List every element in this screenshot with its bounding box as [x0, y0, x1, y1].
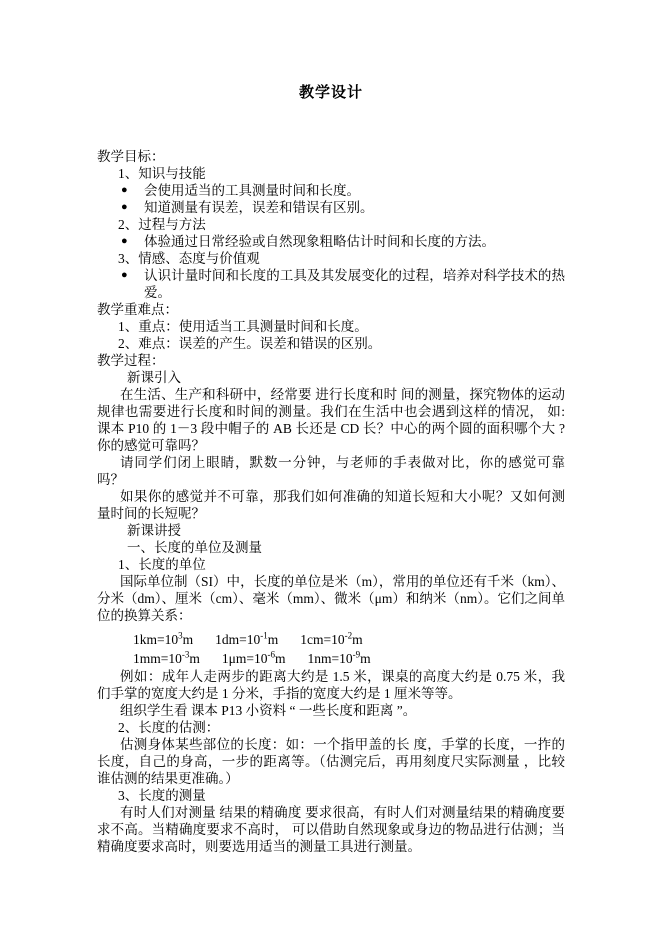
- section-heading: 教学过程：: [97, 353, 165, 368]
- paragraph: 一、长度的单位及测量: [127, 540, 262, 555]
- paragraph: 估测身体某些部位的长度：如：一个指甲盖的长 度，手掌的长度，一拃的长度，自己的身高，一步的距离等。（估测完后，再用刻度尺实际测量 ，比较谁估测的结果更准确。）: [97, 737, 565, 786]
- paragraph: 2、过程与方法: [118, 217, 206, 232]
- paragraph: 例如：成年人走两步的距离大约是 1.5 米，课桌的高度大约是 0.75 米，我们手掌的宽度大约是 1 分米，手指的宽度大约是 1 厘米等等。: [97, 669, 565, 701]
- bullet-icon: ●: [121, 184, 128, 196]
- unit-conversion-formula: $1km=10^3m$: [133, 630, 194, 647]
- paragraph: 请同学们闭上眼睛，默数一分钟，与老师的手表做对比，你的感觉可靠吗？: [97, 455, 565, 487]
- bullet-item: [97, 199, 565, 216]
- paragraph: 有时人们对测量 结果的精确度 要求很高，有时人们对测量结果的精确度要求不高。当精确度要求不高时， 可以借助自然现象或身边的物品进行估测；当精确度要求高时，则要选用适当的测量工具进行测量。: [97, 805, 565, 854]
- paragraph: 新课讲授: [127, 523, 181, 538]
- bullet-item: [97, 233, 565, 250]
- paragraph: 1、知识与技能: [118, 166, 206, 181]
- bullet-text: 会使用适当的工具测量时间和长度。: [144, 183, 360, 198]
- bullet-icon: ●: [121, 235, 128, 247]
- bullet-text: 认识计量时间和长度的工具及其发展变化的过程，培养对科学技术的热爱。: [144, 268, 565, 300]
- paragraph: 2、难点：误差的产生。误差和错误的区别。: [118, 336, 382, 351]
- paragraph: 1、重点：使用适当工具测量时间和长度。: [118, 319, 368, 334]
- section-heading: 教学重难点：: [97, 302, 178, 317]
- bullet-text: 体验通过日常经验或自然现象粗略估计时间和长度的方法。: [144, 234, 495, 249]
- page-title: 教学设计: [298, 85, 363, 101]
- bullet-item: [97, 182, 565, 199]
- unit-conversion-formula: $1mm=10^{-3}m$: [133, 649, 200, 666]
- paragraph: 国际单位制（SI）中，长度的单位是米（m），常用的单位还有千米（km）、分米（dm）、厘米（cm）、毫米（mm）、微米（μm）和纳米（nm）。它们之间单位的换算关系：: [97, 574, 565, 623]
- unit-conversion-row: [97, 630, 565, 649]
- unit-conversion-row: [97, 649, 565, 668]
- unit-conversion-formula: $1\mu m=10^{-6}m$: [221, 649, 286, 666]
- paragraph: 2、长度的估测：: [118, 720, 220, 735]
- unit-conversion-formula: $1nm=10^{-9}m$: [307, 649, 371, 666]
- document-body: [97, 148, 565, 855]
- bullet-item: [97, 267, 565, 301]
- unit-conversion-formula: $1cm=10^{-2}m$: [300, 630, 363, 647]
- paragraph: 组织学生看 课本 P13 小资料 “ 一些长度和距离 ”。: [120, 703, 417, 718]
- paragraph: 在生活、生产和科研中，经常要 进行长度和时 间的测量，探究物体的运动规律也需要进行长度和时间的测量。我们在生活中也会遇到这样的情况， 如: 课本 P10 的 1－3 段中帽子的 AB 长还是 CD 长？中心的两个圆的面积哪个大 ?你的感觉可靠吗？: [97, 387, 565, 453]
- paragraph: 3、情感、态度与价值观: [118, 251, 260, 266]
- paragraph: 如果你的感觉并不可靠，那我们如何准确的知道长短和大小呢？又如何测量时间的长短呢？: [97, 489, 565, 521]
- paragraph: 新课引入: [127, 370, 181, 385]
- paragraph: 3、长度的测量: [118, 788, 206, 803]
- paragraph: 1、长度的单位: [118, 557, 206, 572]
- bullet-text: 知道测量有误差，误差和错误有区别。: [144, 200, 374, 215]
- bullet-icon: ●: [121, 269, 128, 281]
- unit-conversion-formula: $1dm=10^{-1}m$: [215, 630, 279, 647]
- bullet-icon: ●: [121, 201, 128, 213]
- section-heading: 教学目标：: [97, 149, 165, 164]
